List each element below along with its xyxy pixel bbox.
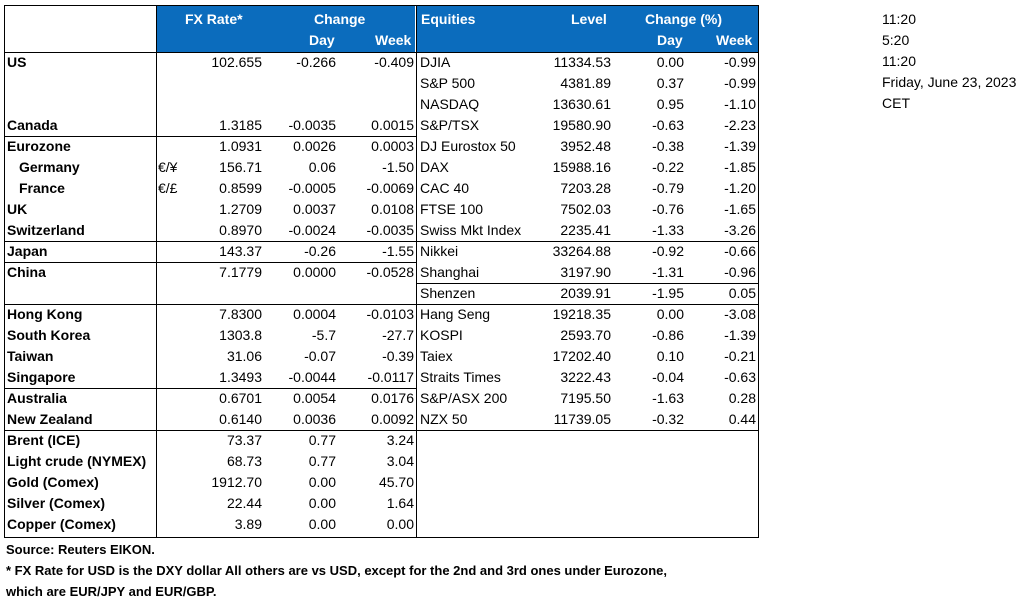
index-level-cell: 4381.89 [560, 75, 611, 91]
index-name-cell: Straits Times [420, 369, 501, 385]
country-cell: Japan [7, 243, 48, 259]
fx-week-change-cell: 45.70 [378, 474, 414, 490]
fx-week-change-cell: -0.39 [382, 348, 414, 364]
fx-rate-cell: 156.71 [219, 159, 262, 175]
index-week-change-cell: -1.39 [724, 138, 756, 154]
index-name-cell: DJIA [420, 54, 451, 70]
source-note: Source: Reuters EIKON. [6, 542, 155, 557]
index-week-change-cell: -1.10 [724, 96, 756, 112]
index-week-change-cell: -0.66 [724, 243, 756, 259]
index-level-cell: 11739.05 [553, 411, 611, 427]
eq-day-header: Day [657, 32, 683, 48]
country-cell: Eurozone [7, 138, 71, 154]
fx-day-change-cell: 0.0054 [293, 390, 336, 406]
fx-day-change-cell: -0.0024 [288, 222, 336, 238]
index-level-cell: 3222.43 [560, 369, 611, 385]
index-day-change-cell: -0.38 [652, 138, 684, 154]
index-name-cell: NZX 50 [420, 411, 468, 427]
index-level-cell: 2235.41 [560, 222, 611, 238]
fx-day-change-cell: -5.7 [311, 327, 336, 343]
fx-rate-header: FX Rate* [185, 11, 243, 27]
index-level-cell: 15988.16 [552, 159, 611, 175]
fx-week-change-cell: -0.0069 [366, 180, 414, 196]
index-week-change-cell: -0.63 [724, 369, 756, 385]
fx-day-change-cell: 0.77 [308, 432, 336, 448]
index-level-cell: 19218.35 [552, 306, 611, 322]
index-week-change-cell: 0.05 [728, 285, 756, 301]
index-week-change-cell: 0.44 [728, 411, 756, 427]
index-level-cell: 3952.48 [560, 138, 611, 154]
index-level-cell: 2039.91 [560, 285, 611, 301]
index-day-change-cell: -0.76 [652, 201, 684, 217]
fx-week-change-cell: -0.0035 [366, 222, 414, 238]
country-cell: Singapore [7, 369, 76, 385]
index-week-change-cell: -2.23 [724, 117, 756, 133]
index-day-change-cell: -0.04 [652, 369, 684, 385]
fx-week-change-cell: 0.0015 [371, 117, 414, 133]
index-day-change-cell: -1.33 [652, 222, 684, 238]
index-level-cell: 33264.88 [552, 243, 611, 259]
fx-week-change-cell: 3.04 [386, 453, 414, 469]
fx-day-change-cell: -0.266 [296, 54, 336, 70]
fx-week-change-cell: -0.0528 [366, 264, 414, 280]
index-day-change-cell: 0.10 [656, 348, 684, 364]
country-cell: UK [7, 201, 28, 217]
index-name-cell: Hang Seng [420, 306, 491, 322]
country-cell: US [7, 54, 27, 70]
fx-day-change-cell: -0.26 [304, 243, 336, 259]
index-week-change-cell: -0.21 [724, 348, 756, 364]
index-name-cell: KOSPI [420, 327, 463, 343]
fx-rate-cell: 0.8970 [219, 222, 262, 238]
country-cell: Silver (Comex) [7, 495, 106, 511]
fx-week-change-cell: 0.0092 [371, 411, 414, 427]
fx-rate-cell: 0.8599 [219, 180, 262, 196]
index-name-cell: DJ Eurostox 50 [420, 138, 516, 154]
fx-rate-cell: 102.655 [211, 54, 262, 70]
fx-week-change-cell: -0.409 [374, 54, 414, 70]
fx-rate-cell: 1912.70 [211, 474, 262, 490]
fx-day-change-cell: 0.0037 [293, 201, 336, 217]
index-name-cell: FTSE 100 [420, 201, 484, 217]
time-info-line: 11:20 [882, 11, 916, 27]
fx-week-change-cell: -0.0103 [366, 306, 414, 322]
fx-day-change-cell: 0.0036 [293, 411, 336, 427]
index-day-change-cell: 0.00 [656, 54, 684, 70]
fx-rate-cell: 73.37 [226, 432, 262, 448]
index-name-cell: DAX [420, 159, 449, 175]
index-day-change-cell: -0.22 [652, 159, 684, 175]
country-cell: Taiwan [7, 348, 54, 364]
footnote-line-1: * FX Rate for USD is the DXY dollar All others are vs USD, except for the 2nd and 3rd ones under Eurozone, [6, 563, 667, 578]
fx-week-change-cell: 1.64 [386, 495, 414, 511]
fx-rate-cell: 1.0931 [219, 138, 262, 154]
fx-rate-cell: 0.6701 [219, 390, 262, 406]
fx-week-change-cell: -1.50 [382, 159, 414, 175]
fx-rate-cell: 143.37 [219, 243, 262, 259]
index-day-change-cell: -1.95 [652, 285, 684, 301]
index-name-cell: Shanghai [420, 264, 480, 280]
index-week-change-cell: -0.96 [724, 264, 756, 280]
index-week-change-cell: -1.39 [724, 327, 756, 343]
fx-rate-cell: 7.8300 [219, 306, 262, 322]
index-level-cell: 7203.28 [560, 180, 611, 196]
fx-week-header: Week [375, 32, 412, 48]
country-cell: Australia [7, 390, 67, 406]
fx-week-change-cell: 0.00 [386, 516, 414, 532]
index-level-cell: 3197.90 [560, 264, 611, 280]
index-name-cell: S&P/ASX 200 [420, 390, 508, 406]
fx-day-change-cell: 0.77 [308, 453, 336, 469]
index-level-cell: 13630.61 [552, 96, 611, 112]
fx-rate-cell: 1303.8 [219, 327, 262, 343]
fx-day-change-cell: 0.00 [308, 474, 336, 490]
equities-header: Equities [421, 11, 476, 27]
index-day-change-cell: -0.32 [652, 411, 684, 427]
level-header: Level [571, 11, 607, 27]
time-info-line: CET [882, 95, 910, 111]
footnote-line-2: which are EUR/JPY and EUR/GBP. [6, 584, 217, 599]
index-week-change-cell: -0.99 [724, 54, 756, 70]
index-day-change-cell: -0.63 [652, 117, 684, 133]
fx-week-change-cell: 3.24 [386, 432, 414, 448]
fx-rate-cell: 22.44 [226, 495, 262, 511]
index-day-change-cell: -0.92 [652, 243, 684, 259]
index-day-change-cell: -1.63 [652, 390, 684, 406]
index-level-cell: 7502.03 [560, 201, 611, 217]
country-cell: Switzerland [7, 222, 85, 238]
fx-rate-cell: 1.2709 [219, 201, 262, 217]
index-week-change-cell: -1.20 [724, 180, 756, 196]
country-cell: France [19, 180, 65, 196]
index-level-cell: 2593.70 [560, 327, 611, 343]
index-level-cell: 7195.50 [560, 390, 611, 406]
time-info-line: Friday, June 23, 2023 [882, 74, 1017, 90]
time-info-line: 11:20 [882, 53, 916, 69]
index-week-change-cell: 0.28 [728, 390, 756, 406]
country-cell: New Zealand [7, 411, 93, 427]
fx-week-change-cell: -27.7 [382, 327, 414, 343]
country-cell: Germany [19, 159, 80, 175]
fx-day-change-cell: -0.0005 [288, 180, 336, 196]
country-cell: China [7, 264, 46, 280]
fx-day-change-cell: 0.00 [308, 495, 336, 511]
fx-week-change-cell: 0.0003 [371, 138, 414, 154]
pair-symbol-cell: €/¥ [158, 159, 178, 175]
fx-day-change-cell: 0.00 [308, 516, 336, 532]
fx-rate-cell: 0.6140 [219, 411, 262, 427]
index-level-cell: 19580.90 [552, 117, 611, 133]
index-name-cell: Swiss Mkt Index [420, 222, 522, 238]
fx-day-change-cell: 0.0004 [293, 306, 336, 322]
country-cell: Copper (Comex) [7, 516, 116, 532]
country-cell: Canada [7, 117, 58, 133]
fx-day-change-cell: 0.0026 [293, 138, 336, 154]
index-day-change-cell: -1.31 [652, 264, 684, 280]
country-cell: Hong Kong [7, 306, 83, 322]
index-name-cell: Shenzen [420, 285, 476, 301]
fx-day-change-cell: 0.0000 [293, 264, 336, 280]
fx-rate-cell: 3.89 [234, 516, 262, 532]
fx-week-change-cell: -0.0117 [367, 369, 414, 385]
index-name-cell: NASDAQ [420, 96, 480, 112]
fx-rate-cell: 1.3493 [219, 369, 262, 385]
index-day-change-cell: 0.00 [656, 306, 684, 322]
index-week-change-cell: -3.26 [724, 222, 756, 238]
fx-day-change-cell: -0.0035 [288, 117, 336, 133]
fx-day-change-cell: -0.07 [304, 348, 336, 364]
country-cell: South Korea [7, 327, 91, 343]
change-pct-header: Change (%) [645, 11, 722, 27]
index-day-change-cell: 0.95 [656, 96, 684, 112]
index-week-change-cell: -3.08 [724, 306, 756, 322]
index-name-cell: CAC 40 [420, 180, 470, 196]
index-week-change-cell: -1.65 [724, 201, 756, 217]
fx-week-change-cell: 0.0176 [371, 390, 414, 406]
index-name-cell: S&P 500 [420, 75, 476, 91]
change-header: Change [314, 11, 366, 27]
country-cell: Brent (ICE) [7, 432, 81, 448]
index-name-cell: Taiex [420, 348, 453, 364]
eq-week-header: Week [716, 32, 753, 48]
time-info-line: 5:20 [882, 32, 910, 48]
index-name-cell: Nikkei [420, 243, 459, 259]
country-cell: Light crude (NYMEX) [7, 453, 147, 469]
index-level-cell: 17202.40 [552, 348, 611, 364]
country-cell: Gold (Comex) [7, 474, 99, 490]
index-level-cell: 11334.53 [553, 54, 611, 70]
index-day-change-cell: 0.37 [656, 75, 684, 91]
index-week-change-cell: -0.99 [724, 75, 756, 91]
fx-day-change-cell: 0.06 [308, 159, 336, 175]
index-day-change-cell: -0.79 [652, 180, 684, 196]
index-name-cell: S&P/TSX [420, 117, 480, 133]
pair-symbol-cell: €/£ [158, 180, 178, 196]
fx-day-change-cell: -0.0044 [288, 369, 336, 385]
fx-week-change-cell: -1.55 [382, 243, 414, 259]
index-week-change-cell: -1.85 [724, 159, 756, 175]
fx-rate-cell: 31.06 [226, 348, 262, 364]
index-day-change-cell: -0.86 [652, 327, 684, 343]
fx-rate-cell: 1.3185 [219, 117, 262, 133]
fx-rate-cell: 7.1779 [219, 264, 262, 280]
fx-week-change-cell: 0.0108 [371, 201, 414, 217]
fx-day-header: Day [309, 32, 335, 48]
fx-rate-cell: 68.73 [226, 453, 262, 469]
